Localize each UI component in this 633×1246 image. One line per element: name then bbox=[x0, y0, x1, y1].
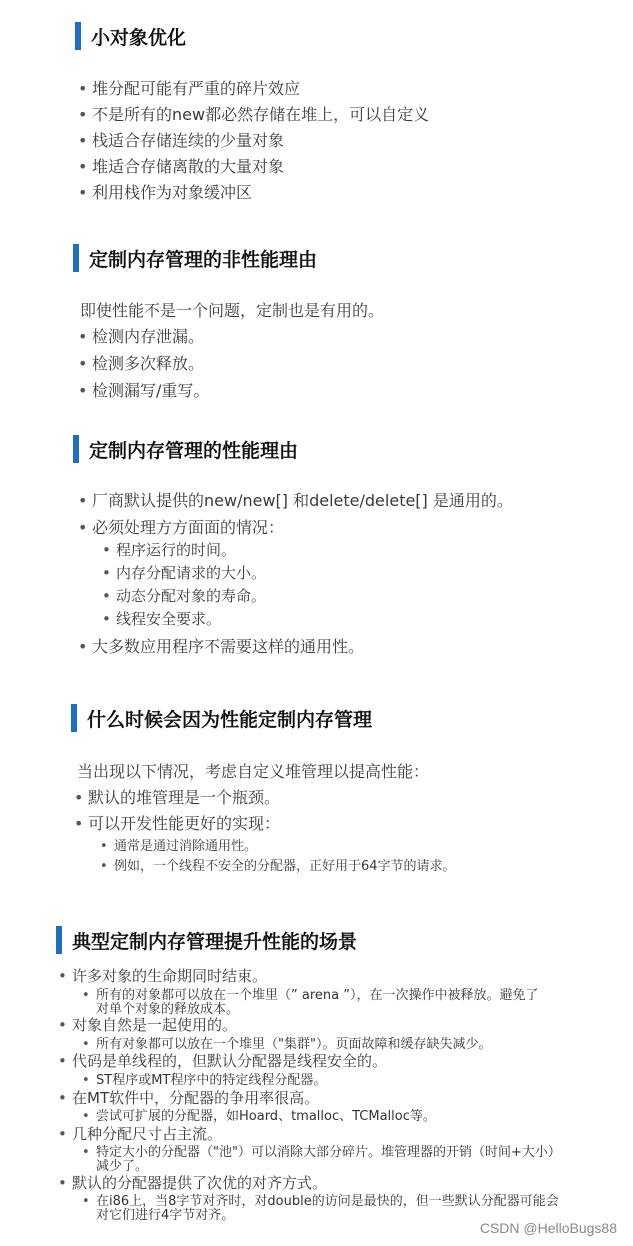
list-item: • 利用栈作为对象缓冲区 bbox=[78, 183, 253, 202]
section-heading bbox=[73, 435, 298, 463]
heading-text: 什么时候会因为性能定制内存管理 bbox=[87, 708, 373, 731]
list-item-text: 许多对象的生命期同时结束。 bbox=[72, 967, 268, 985]
watermark: CSDN @HelloBugs88 bbox=[479, 1220, 617, 1236]
list-item-text: 大多数应用程序不需要这样的通用性。 bbox=[92, 637, 365, 656]
heading-text: 小对象优化 bbox=[91, 26, 187, 49]
sub-list-item: • 所有的对象都可以放在一个堆里（” arena ”），在一次操作中被释放。避免了 bbox=[82, 988, 539, 1003]
sub-list-item-continuation: 对单个对象的释放成本。 bbox=[96, 1002, 240, 1017]
sub-list-item: • 通常是通过消除通用性。 bbox=[100, 839, 258, 854]
list-item-text: 默认的分配器提供了次优的对齐方式。 bbox=[72, 1174, 328, 1192]
list-item-text: 几种分配尺寸占主流。 bbox=[72, 1125, 223, 1143]
sub-list-item: • 在i86上，当8字节对齐时，对double的访问是最快的，但一些默认分配器可能会 bbox=[82, 1194, 559, 1209]
heading-text: 典型定制内存管理提升性能的场景 bbox=[72, 930, 358, 953]
sub-list-item: • 内存分配请求的大小。 bbox=[102, 564, 267, 582]
sub-list-item: • ST程序或MT程序中的特定线程分配器。 bbox=[82, 1073, 327, 1088]
list-item: • 必须处理方方面面的情况： bbox=[78, 518, 285, 537]
list-item-text: 不是所有的new都必然存储在堆上，可以自定义 bbox=[92, 105, 430, 124]
intro-text: 即使性能不是一个问题，定制也是有用的。 bbox=[80, 301, 385, 320]
sub-list-item-text: 线程安全要求。 bbox=[116, 610, 222, 628]
list-item: • 不是所有的new都必然存储在堆上，可以自定义 bbox=[78, 105, 430, 124]
list-item: • 可以开发性能更好的实现： bbox=[74, 814, 281, 833]
heading-accent-bar bbox=[73, 435, 79, 463]
list-item: • 对象自然是一起使用的。 bbox=[58, 1016, 238, 1034]
list-item-text: 代码是单线程的，但默认分配器是线程安全的。 bbox=[72, 1052, 388, 1070]
heading-accent-bar bbox=[75, 22, 81, 50]
list-item: • 默认的分配器提供了次优的对齐方式。 bbox=[58, 1174, 328, 1192]
sub-list-item-text: 内存分配请求的大小。 bbox=[116, 564, 267, 582]
list-item: • 在MT软件中，分配器的争用率很高。 bbox=[58, 1089, 320, 1107]
section-heading bbox=[75, 22, 186, 50]
sub-list-item: • 例如，一个线程不安全的分配器，正好用于64字节的请求。 bbox=[100, 859, 456, 874]
sub-list-item-text: 所有对象都可以放在一个堆里（"集群"）。页面故障和缓存缺失减少。 bbox=[96, 1037, 492, 1052]
list-item: • 检测多次释放。 bbox=[78, 354, 205, 373]
sub-list-item-continuation: 对它们进行4字节对齐。 bbox=[96, 1208, 235, 1223]
list-item-text: 检测多次释放。 bbox=[92, 354, 205, 373]
list-item-text: 利用栈作为对象缓冲区 bbox=[92, 183, 253, 202]
sub-list-item: • 程序运行的时间。 bbox=[102, 541, 237, 559]
sub-list-item-text: ST程序或MT程序中的特定线程分配器。 bbox=[96, 1073, 327, 1088]
list-item: • 栈适合存储连续的少量对象 bbox=[78, 131, 285, 150]
sub-list-item-text: 特定大小的分配器（"池"）可以消除大部分碎片。堆管理器的开销（时间+大小） bbox=[96, 1145, 561, 1160]
list-item: • 堆适合存储离散的大量对象 bbox=[78, 157, 285, 176]
heading-accent-bar bbox=[71, 704, 77, 732]
list-item-text: 厂商默认提供的new/new[] 和delete/delete[] 是通用的。 bbox=[92, 491, 513, 510]
sub-list-item: • 动态分配对象的寿命。 bbox=[102, 587, 267, 605]
list-item: • 代码是单线程的，但默认分配器是线程安全的。 bbox=[58, 1052, 388, 1070]
sub-list-item-text: 例如，一个线程不安全的分配器，正好用于64字节的请求。 bbox=[114, 859, 456, 874]
heading-text: 定制内存管理的性能理由 bbox=[89, 439, 299, 462]
sub-list-item: • 尝试可扩展的分配器，如Hoard、tmalloc、TCMalloc等。 bbox=[82, 1109, 436, 1124]
sub-list-item-text: 程序运行的时间。 bbox=[116, 541, 237, 559]
section-heading bbox=[73, 244, 317, 272]
sub-list-item-text: 在i86上，当8字节对齐时，对double的访问是最快的，但一些默认分配器可能会 bbox=[96, 1194, 559, 1209]
list-item-text: 必须处理方方面面的情况： bbox=[92, 518, 285, 537]
list-item-text: 堆分配可能有严重的碎片效应 bbox=[92, 79, 301, 98]
list-item: • 大多数应用程序不需要这样的通用性。 bbox=[78, 637, 365, 656]
section-heading bbox=[56, 926, 357, 954]
heading-accent-bar bbox=[56, 926, 62, 954]
sub-list-item-text: 所有的对象都可以放在一个堆里（” arena ”），在一次操作中被释放。避免了 bbox=[96, 988, 539, 1003]
sub-list-item-continuation: 减少了。 bbox=[96, 1159, 149, 1174]
list-item: • 检测漏写/重写。 bbox=[78, 381, 210, 400]
list-item-text: 对象自然是一起使用的。 bbox=[72, 1016, 238, 1034]
list-item-text: 检测内存泄漏。 bbox=[92, 327, 205, 346]
sub-list-item: • 特定大小的分配器（"池"）可以消除大部分碎片。堆管理器的开销（时间+大小） bbox=[82, 1145, 561, 1160]
list-item: • 检测内存泄漏。 bbox=[78, 327, 205, 346]
section-heading bbox=[71, 704, 372, 732]
list-item: • 默认的堆管理是一个瓶颈。 bbox=[74, 788, 281, 807]
list-item: • 堆分配可能有严重的碎片效应 bbox=[78, 79, 301, 98]
sub-list-item-text: 尝试可扩展的分配器，如Hoard、tmalloc、TCMalloc等。 bbox=[96, 1109, 436, 1124]
list-item: • 厂商默认提供的new/new[] 和delete/delete[] 是通用的。 bbox=[78, 491, 513, 510]
list-item-text: 可以开发性能更好的实现： bbox=[88, 814, 281, 833]
sub-list-item-text: 动态分配对象的寿命。 bbox=[116, 587, 267, 605]
list-item-text: 堆适合存储离散的大量对象 bbox=[92, 157, 285, 176]
sub-list-item-text: 通常是通过消除通用性。 bbox=[114, 839, 258, 854]
list-item: • 几种分配尺寸占主流。 bbox=[58, 1125, 223, 1143]
list-item-text: 默认的堆管理是一个瓶颈。 bbox=[88, 788, 281, 807]
list-item: • 许多对象的生命期同时结束。 bbox=[58, 967, 268, 985]
sub-list-item: • 线程安全要求。 bbox=[102, 610, 222, 628]
list-item-text: 检测漏写/重写。 bbox=[92, 381, 210, 400]
intro-text: 当出现以下情况，考虑自定义堆管理以提高性能： bbox=[77, 762, 430, 781]
sub-list-item: • 所有对象都可以放在一个堆里（"集群"）。页面故障和缓存缺失减少。 bbox=[82, 1037, 492, 1052]
heading-accent-bar bbox=[73, 244, 79, 272]
heading-text: 定制内存管理的非性能理由 bbox=[89, 248, 318, 271]
list-item-text: 栈适合存储连续的少量对象 bbox=[92, 131, 285, 150]
list-item-text: 在MT软件中，分配器的争用率很高。 bbox=[72, 1089, 320, 1107]
